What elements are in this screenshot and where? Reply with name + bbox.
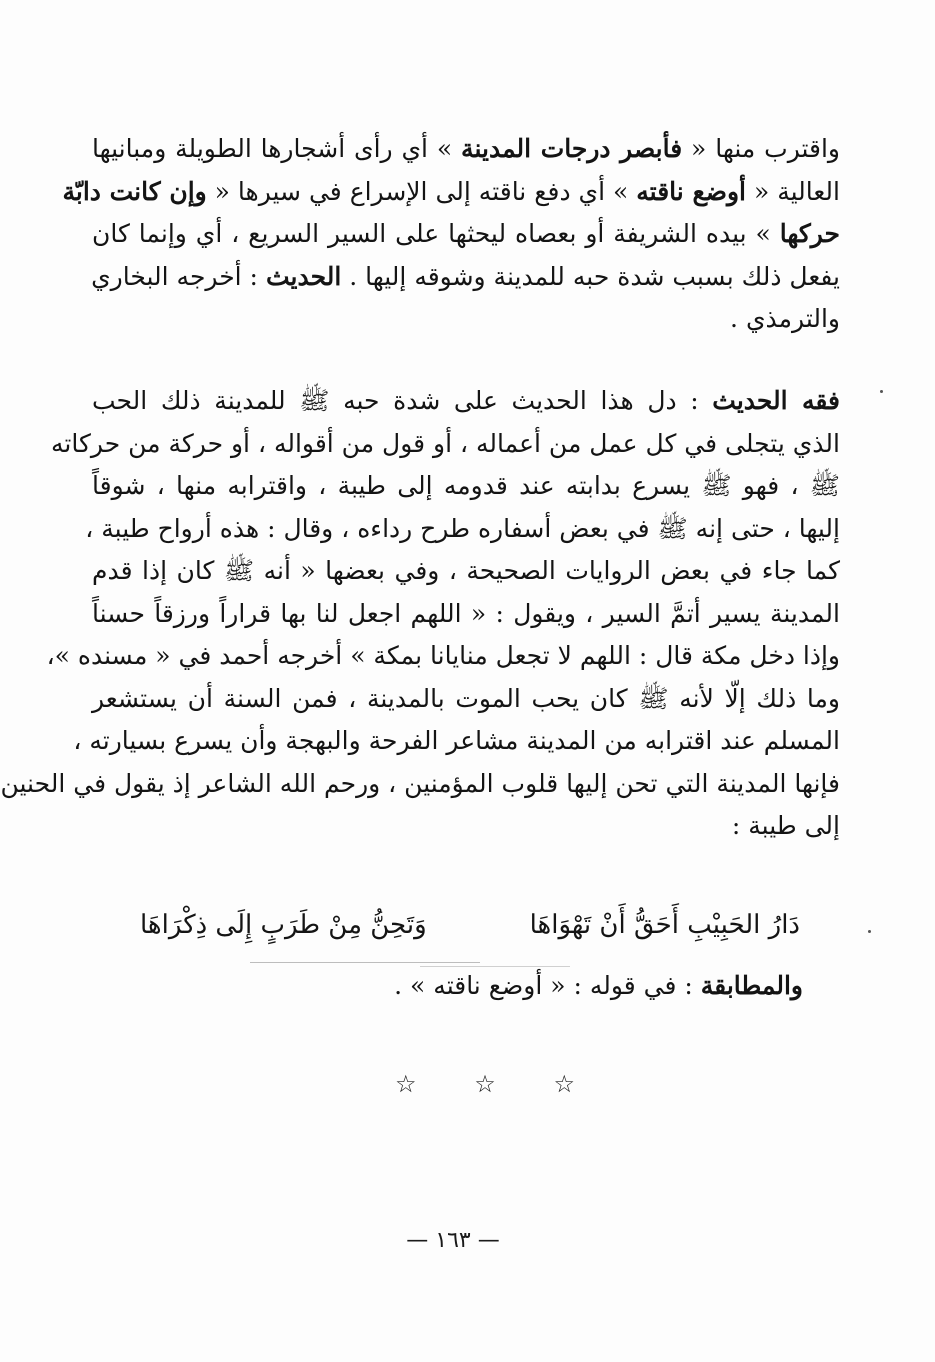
paragraph2-line: وإذا دخل مكة قال : اللهم لا تجعل منايانا بمكة » أخرجه أحمد في « مسنده »، [46,641,840,670]
paragraph1-bold-term: وإن كانت دابّة [62,176,207,206]
paragraph1-line: يفعل ذلك بسبب شدة حبه للمدينة وشوقه إليها . الحديث : أخرجه البخاري [91,261,840,291]
verse-second-hemistich: وَتَحِنُّ مِنْ طَرَبٍ إِلَى ذِكْرَاهَا [140,910,427,940]
paragraph1-bold-term: أوضع ناقته [636,176,746,206]
paragraph1-bold-term: حركها [779,219,840,248]
paragraph2-line: كما جاء في بعض الروايات الصحيحة ، وفي بعضها « أنه ﷺ كان إذا قدم [92,556,840,585]
paragraph2-line: إلى طيبة : [731,811,840,840]
paragraph2-line: الذي يتجلى في كل عمل من أعماله ، أو قول من أقواله ، أو حركة من حركاته [51,428,840,458]
correspondence-label: والمطابقة [700,971,803,1000]
paragraph1-line: والترمذي . [730,304,840,333]
verse-underline [250,962,480,963]
correspondence-text: : في قوله : « أوضع ناقته » . [394,971,701,1000]
paragraph-fiqh-al-hadith [0,380,840,848]
paragraph2-line: المسلم عند اقترابه من المدينة مشاعر الفرحة والبهجة وأن يسرع بسيارته ، [73,726,840,755]
verse-first-hemistich: دَارُ الحَبِيْبِ أَحَقُّ أَنْ تَهْوَاهَا [529,910,800,940]
paragraph2-line: فإنها المدينة التي تحن إليها قلوب المؤمنين ، ورحم الله الشاعر إذ يقول في الحنين [0,768,840,798]
paragraph2-line: وما ذلك إلّا لأنه ﷺ كان يحب الموت بالمدينة ، فمن السنة أن يستشعر [92,683,840,713]
page-number: — ١٦٣ — [406,1228,500,1253]
correspondence-line [394,966,803,1006]
paragraph2-line: ﷺ ، فهو ﷺ يسرع بدابته عند قدومه إلى طيبة ، واقترابه منها ، شوقاً [92,471,840,500]
paragraph1-bold-term: فأبصر درجات المدينة [461,134,683,163]
paragraph-explanation [62,128,840,341]
paragraph1-bold-term: الحديث [265,261,342,291]
star-icon: ☆ [395,1070,417,1098]
paragraph2-line: إليها ، حتى إنه ﷺ في بعض أسفاره طرح رداءه ، وقال : هذه أرواح طيبة ، [85,513,840,543]
paragraph1-line: واقترب منها « فأبصر درجات المدينة » أي رأى أشجارها الطويلة ومبانيها [92,134,840,163]
section-divider-stars [395,1070,575,1098]
poem-verse [140,900,800,950]
paragraph1-line: حركها » بيده الشريفة أو بعصاه ليحثها على السير السريع ، أي وإنما كان [92,219,840,248]
paragraph2-line: المدينة يسير أتمَّ السير ، ويقول : « اللهم اجعل لنا بها قراراً ورزقاً حسناً [92,598,840,628]
paragraph1-line: العالية « أوضع ناقته » أي دفع ناقته إلى الإسراع في سيرها « وإن كانت دابّة [62,176,840,206]
star-icon: ☆ [553,1070,575,1098]
star-icon: ☆ [474,1070,496,1098]
paragraph2-line: فقه الحديث : دل هذا الحديث على شدة حبه ﷺ للمدينة ذلك الحب [92,386,840,415]
scan-speck [880,390,883,393]
paragraph2-bold-term: فقه الحديث [712,386,840,415]
scan-speck [868,930,871,933]
